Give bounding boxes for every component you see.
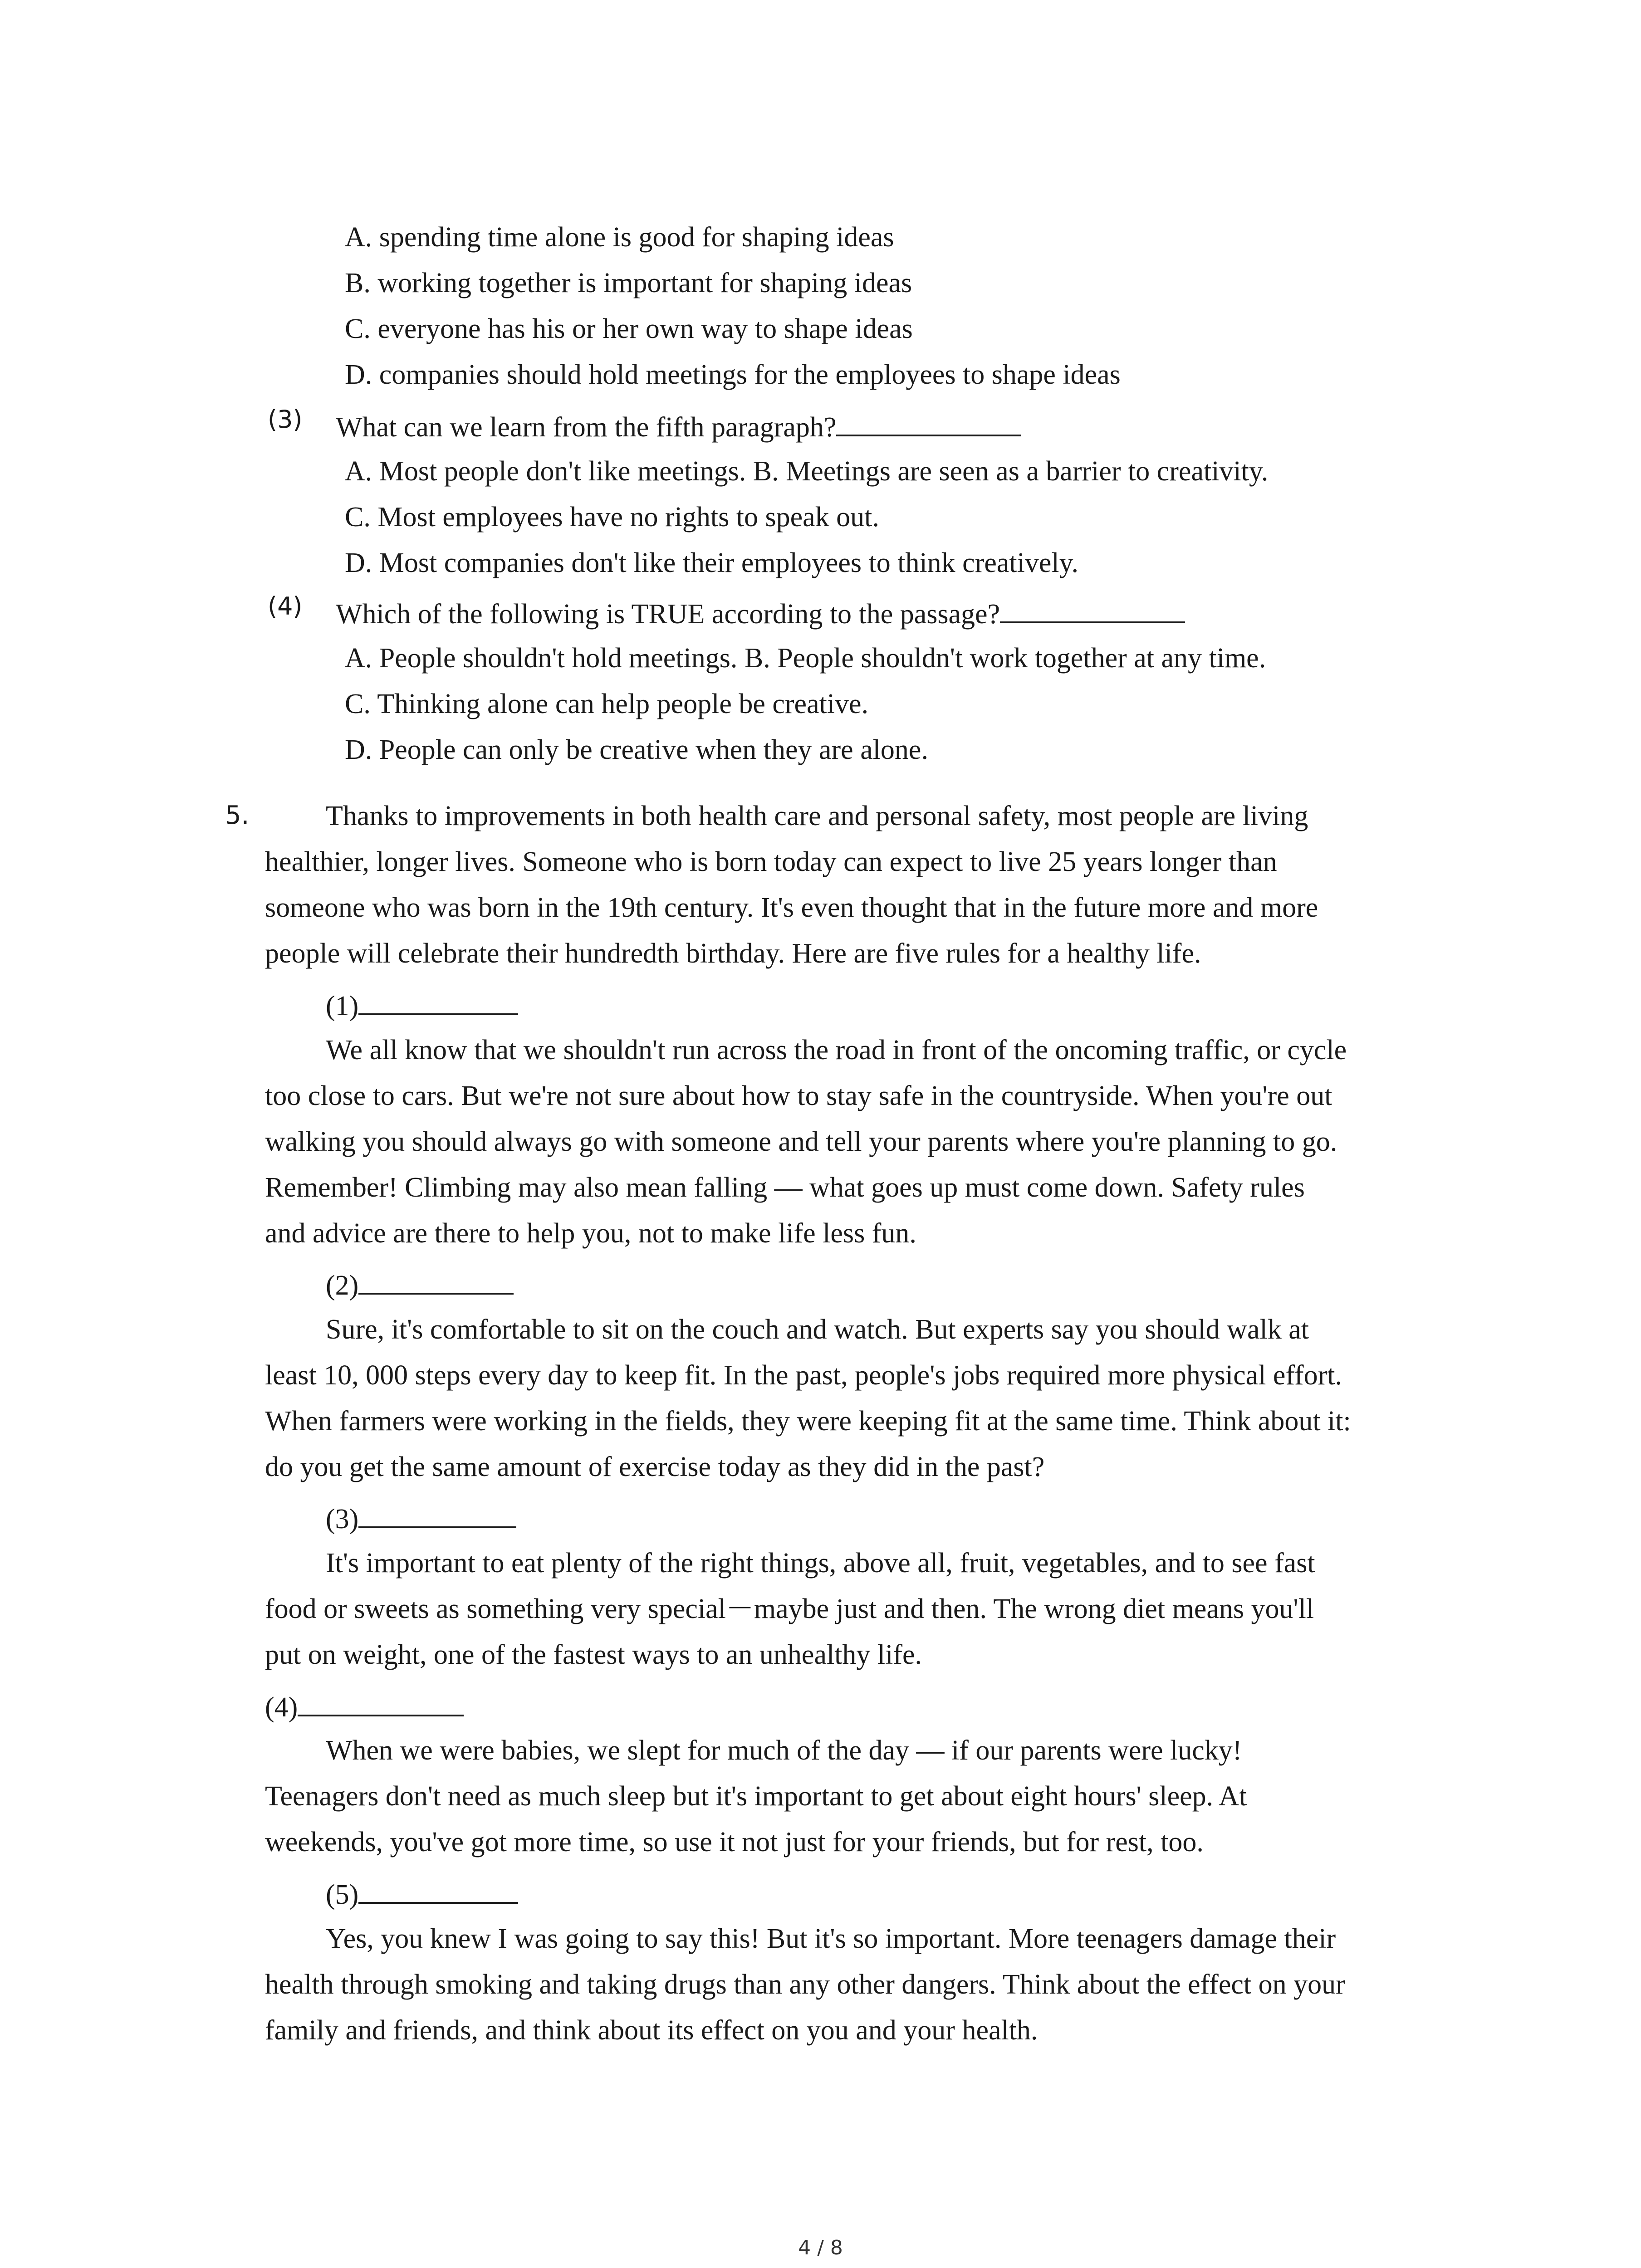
para1-line-3: walking you should always go with someone and tell your parents where you're planning to go. [265,1126,1337,1157]
q4-question [336,598,1185,628]
heading-blank-3 [326,1503,516,1533]
para2-line-1: Sure, it's comfortable to sit on the couch and watch. But experts say you should walk at [326,1314,1309,1345]
para5-line-2: health through smoking and taking drugs than any other dangers. Think about the effect on your [265,1969,1345,2000]
q4-number: (4) [268,592,303,621]
q4-option-d: D. People can only be creative when they are alone. [345,734,928,765]
q3-option-a-b: A. Most people don't like meetings. B. Meetings are seen as a barrier to creativity. [345,456,1269,487]
para3-line-1: It's important to eat plenty of the right things, above all, fruit, vegetables, and to see fast [326,1548,1315,1579]
blank-4-label: (4) [265,1692,298,1723]
para4-line-2: Teenagers don't need as much sleep but it's important to get about eight hours' sleep. At [265,1781,1247,1812]
heading-blank-2 [326,1269,514,1300]
blank-4-field[interactable] [298,1691,464,1716]
para1-line-5: and advice are there to help you, not to make life less fun. [265,1218,916,1249]
q3-answer-blank[interactable] [836,411,1021,436]
q3-number: (3) [268,405,303,434]
q2-option-a: A. spending time alone is good for shaping ideas [345,222,894,253]
passage5-intro-line-1: Thanks to improvements in both health care and personal safety, most people are living [326,801,1308,831]
passage5-number: 5. [225,801,250,830]
q2-option-d: D. companies should hold meetings for the employees to shape ideas [345,359,1121,390]
para1-line-4: Remember! Climbing may also mean falling — what goes up must come down. Safety rules [265,1172,1305,1203]
para1-line-1: We all know that we shouldn't run across the road in front of the oncoming traffic, or cycle [326,1035,1347,1066]
passage5-intro-line-4: people will celebrate their hundredth birthday. Here are five rules for a healthy life. [265,938,1201,969]
para5-line-3: family and friends, and think about its effect on you and your health. [265,2015,1038,2046]
heading-blank-5 [326,1878,518,1909]
para2-line-2: least 10, 000 steps every day to keep fit. In the past, people's jobs required more physical effort. [265,1360,1342,1391]
page-number: 4 / 8 [798,2236,843,2259]
para2-line-4: do you get the same amount of exercise today as they did in the past? [265,1452,1045,1482]
q4-option-c: C. Thinking alone can help people be creative. [345,689,869,719]
blank-2-field[interactable] [358,1269,514,1295]
para3-line-2: food or sweets as something very special－maybe just and then. The wrong diet means you'll [265,1593,1314,1624]
q4-answer-blank[interactable] [1000,598,1185,623]
blank-3-label: (3) [326,1504,359,1535]
para4-line-1: When we were babies, we slept for much of the day — if our parents were lucky! [326,1735,1242,1766]
q3-question [336,411,1021,441]
passage5-intro-line-3: someone who was born in the 19th century. It's even thought that in the future more and more [265,892,1318,923]
passage5-intro-line-2: healthier, longer lives. Someone who is born today can expect to live 25 years longer than [265,846,1277,877]
blank-3-field[interactable] [358,1503,516,1528]
q2-option-b: B. working together is important for shaping ideas [345,268,912,298]
para2-line-3: When farmers were working in the fields, they were keeping fit at the same time. Think about it: [265,1406,1351,1437]
q3-option-d: D. Most companies don't like their employees to think creatively. [345,547,1079,578]
q4-stem: Which of the following is TRUE according to the passage? [336,599,1000,630]
para3-line-3: put on weight, one of the fastest ways to an unhealthy life. [265,1639,922,1670]
q3-stem: What can we learn from the fifth paragraph? [336,412,837,443]
heading-blank-4 [265,1691,464,1721]
heading-blank-1 [326,990,518,1020]
blank-1-label: (1) [326,991,359,1022]
q3-option-c: C. Most employees have no rights to speak out. [345,502,879,533]
para4-line-3: weekends, you've got more time, so use it not just for your friends, but for rest, too. [265,1827,1204,1857]
blank-5-field[interactable] [358,1878,518,1904]
blank-5-label: (5) [326,1879,359,1910]
q2-option-c: C. everyone has his or her own way to shape ideas [345,313,913,344]
para5-line-1: Yes, you knew I was going to say this! But it's so important. More teenagers damage their [326,1923,1336,1954]
blank-1-field[interactable] [358,990,518,1015]
q4-option-a-b: A. People shouldn't hold meetings. B. People shouldn't work together at any time. [345,643,1266,674]
para1-line-2: too close to cars. But we're not sure about how to stay safe in the countryside. When you're out [265,1080,1332,1111]
blank-2-label: (2) [326,1270,359,1301]
